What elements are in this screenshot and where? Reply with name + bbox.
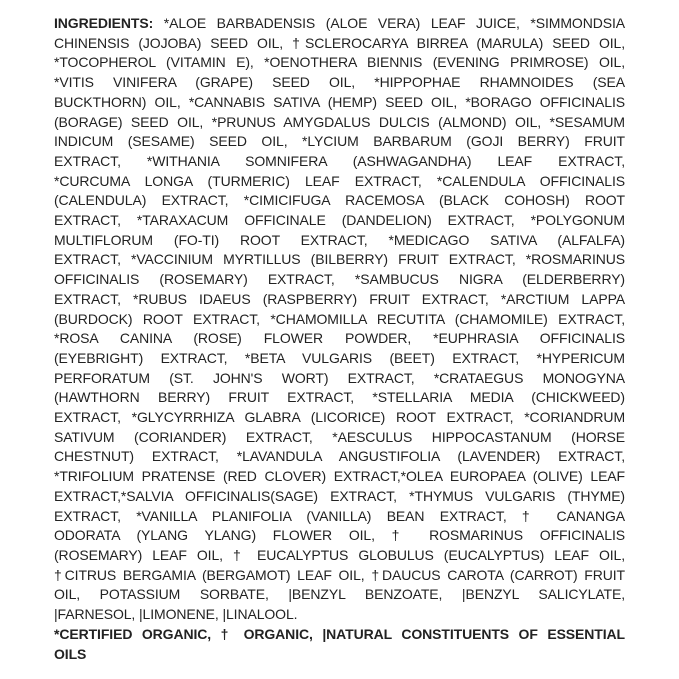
ingredients-first-line-text: *ALOE BARBADENSIS (ALOE VERA) LEAF JUICE, *SIMMONDSIA	[163, 15, 625, 31]
ingredients-line: EXTRACT, *RUBUS IDAEUS (RASPBERRY) FRUIT EXTRACT, *ARCTIUM LAPPA	[54, 290, 625, 307]
ingredients-line: (HAWTHORN BERRY) FRUIT EXTRACT, *STELLARIA MEDIA (CHICKWEED)	[54, 389, 625, 406]
ingredients-line: EXTRACT, *WITHANIA SOMNIFERA (ASHWAGANDHA) LEAF EXTRACT,	[54, 152, 625, 169]
ingredients-line: *TRIFOLIUM PRATENSE (RED CLOVER) EXTRACT,*OLEA EUROPAEA (OLIVE) LEAF	[54, 468, 625, 485]
footnote-legend-line-1: *CERTIFIED ORGANIC, † ORGANIC, |NATURAL CONSTITUENTS OF ESSENTIAL	[54, 625, 625, 642]
ingredients-line: EXTRACT, *VANILLA PLANIFOLIA (VANILLA) BEAN EXTRACT, † CANANGA	[54, 507, 625, 524]
ingredients-line: †CITRUS BERGAMIA (BERGAMOT) LEAF OIL, †DAUCUS CAROTA (CARROT) FRUIT	[54, 566, 625, 583]
ingredients-line: *VITIS VINIFERA (GRAPE) SEED OIL, *HIPPOPHAE RHAMNOIDES (SEA	[54, 74, 625, 91]
ingredients-line: BUCKTHORN) OIL, *CANNABIS SATIVA (HEMP) SEED OIL, *BORAGO OFFICINALIS	[54, 93, 625, 110]
ingredients-line: EXTRACT, *VACCINIUM MYRTILLUS (BILBERRY) FRUIT EXTRACT, *ROSMARINUS	[54, 251, 625, 268]
ingredients-line: (BURDOCK) ROOT EXTRACT, *CHAMOMILLA RECUTITA (CHAMOMILE) EXTRACT,	[54, 310, 625, 327]
ingredients-line: (BORAGE) SEED OIL, *PRUNUS AMYGDALUS DULCIS (ALMOND) OIL, *SESAMUM	[54, 113, 625, 130]
ingredients-line: EXTRACT, *GLYCYRRHIZA GLABRA (LICORICE) ROOT EXTRACT, *CORIANDRUM	[54, 409, 625, 426]
ingredients-line: MULTIFLORUM (FO-TI) ROOT EXTRACT, *MEDICAGO SATIVA (ALFALFA)	[54, 231, 625, 248]
ingredients-first-line	[54, 14, 625, 34]
ingredients-line: *CURCUMA LONGA (TURMERIC) LEAF EXTRACT, *CALENDULA OFFICINALIS	[54, 172, 625, 189]
ingredients-line: (ROSEMARY) LEAF OIL, † EUCALYPTUS GLOBULUS (EUCALYPTUS) LEAF OIL,	[54, 546, 625, 563]
ingredients-line: EXTRACT, *TARAXACUM OFFICINALE (DANDELION) EXTRACT, *POLYGONUM	[54, 212, 625, 229]
ingredients-line: |FARNESOL, |LIMONENE, |LINALOOL.	[54, 606, 298, 623]
ingredients-line: (EYEBRIGHT) EXTRACT, *BETA VULGARIS (BEET) EXTRACT, *HYPERICUM	[54, 349, 625, 366]
footnote-legend-line-2: OILS	[54, 645, 87, 662]
ingredients-line: OIL, POTASSIUM SORBATE, |BENZYL BENZOATE, |BENZYL SALICYLATE,	[54, 586, 625, 603]
ingredients-body	[54, 34, 625, 625]
ingredients-line: SATIVUM (CORIANDER) EXTRACT, *AESCULUS HIPPOCASTANUM (HORSE	[54, 428, 625, 445]
ingredients-line: CHINENSIS (JOJOBA) SEED OIL, †SCLEROCARYA BIRREA (MARULA) SEED OIL,	[54, 34, 625, 51]
ingredients-line: *TOCOPHEROL (VITAMIN E), *OENOTHERA BIENNIS (EVENING PRIMROSE) OIL,	[54, 54, 625, 71]
ingredients-line: OFFICINALIS (ROSEMARY) EXTRACT, *SAMBUCUS NIGRA (ELDERBERRY)	[54, 271, 625, 288]
ingredients-line: PERFORATUM (ST. JOHN'S WORT) EXTRACT, *CRATAEGUS MONOGYNA	[54, 369, 625, 386]
ingredients-line: EXTRACT,*SALVIA OFFICINALIS(SAGE) EXTRACT, *THYMUS VULGARIS (THYME)	[54, 487, 625, 504]
ingredients-line: INDICUM (SESAME) SEED OIL, *LYCIUM BARBARUM (GOJI BERRY) FRUIT	[54, 133, 625, 150]
ingredients-label	[54, 14, 625, 664]
ingredients-line: ODORATA (YLANG YLANG) FLOWER OIL, † ROSMARINUS OFFICINALIS	[54, 527, 625, 544]
ingredients-line: *ROSA CANINA (ROSE) FLOWER POWDER, *EUPHRASIA OFFICINALIS	[54, 330, 625, 347]
ingredients-heading: INGREDIENTS:	[54, 15, 154, 31]
ingredients-line: (CALENDULA) EXTRACT, *CIMICIFUGA RACEMOSA (BLACK COHOSH) ROOT	[54, 192, 625, 209]
ingredients-line: CHESTNUT) EXTRACT, *LAVANDULA ANGUSTIFOLIA (LAVENDER) EXTRACT,	[54, 448, 625, 465]
